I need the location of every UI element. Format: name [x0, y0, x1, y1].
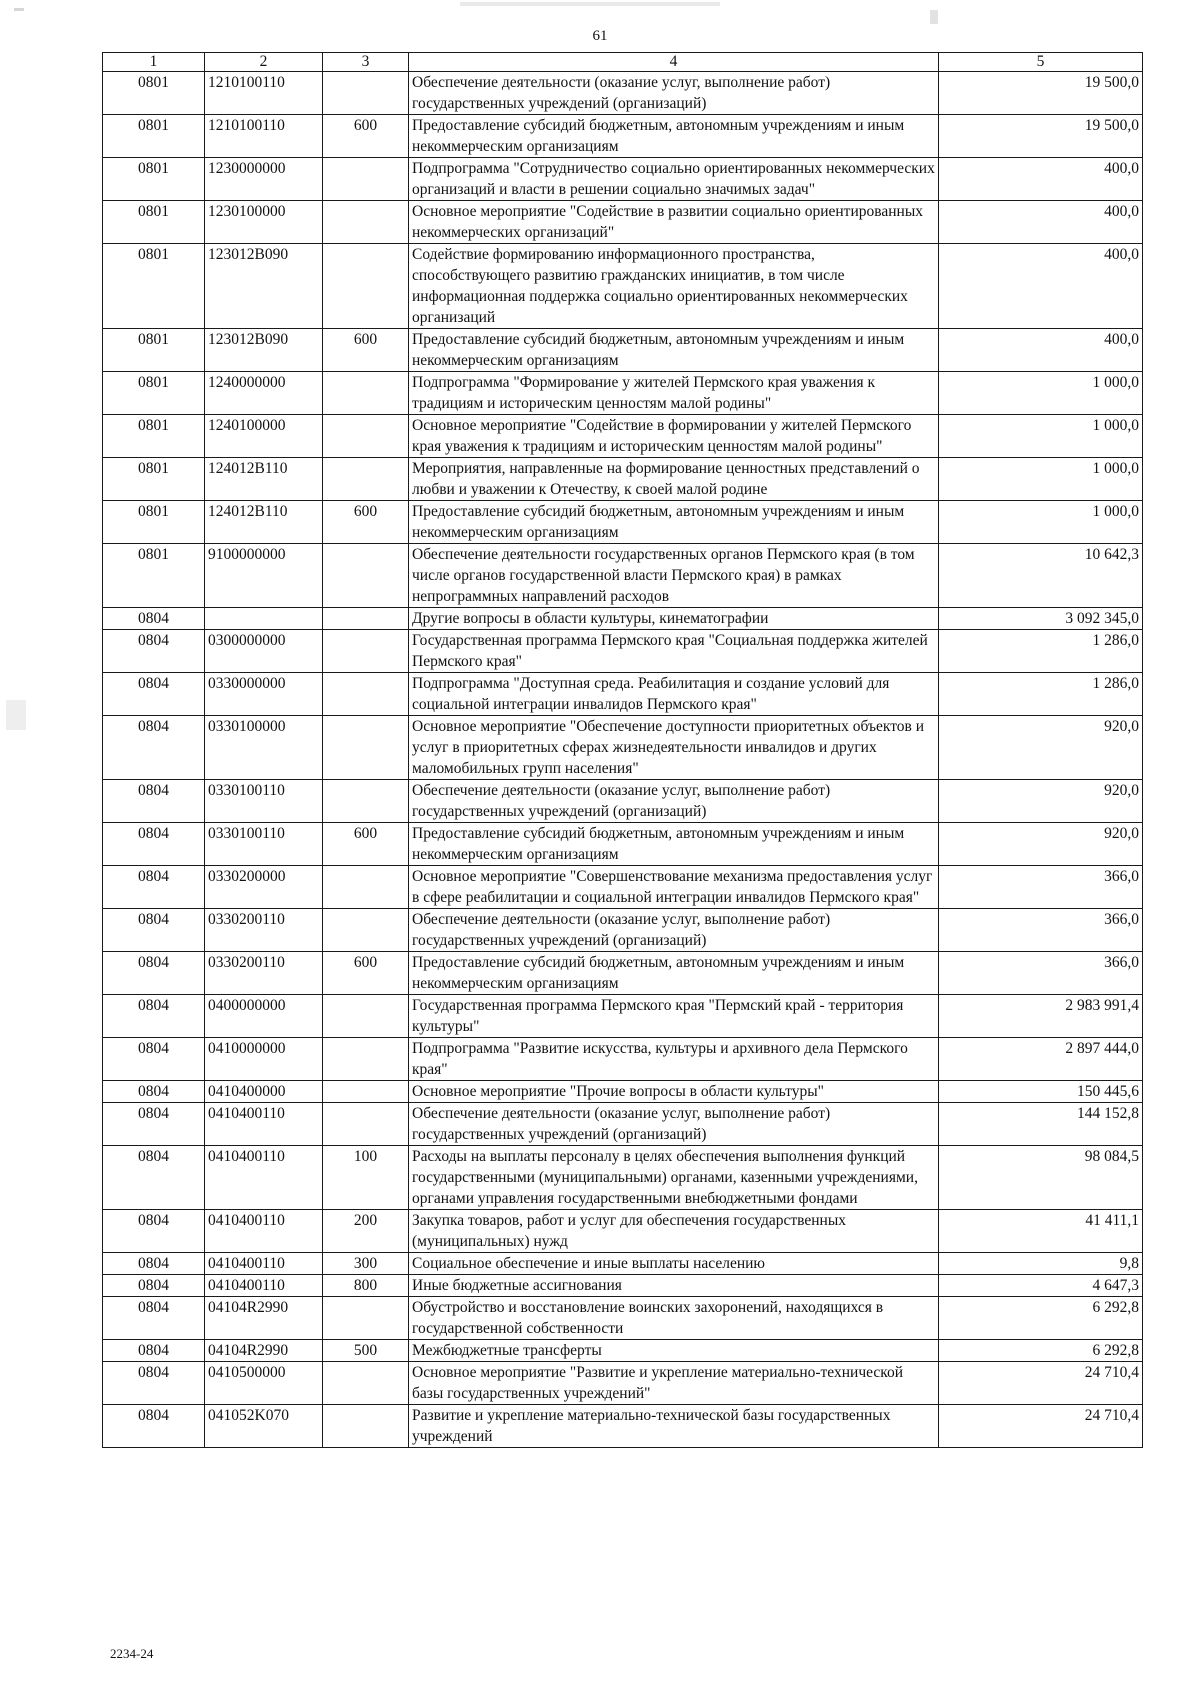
table-row: [103, 823, 1143, 866]
section-code-cell: 0804: [103, 1038, 205, 1081]
section-code-cell: 0801: [103, 72, 205, 115]
scan-speck: [930, 10, 938, 24]
expense-type-code-cell: [323, 201, 409, 244]
item-name-cell: Обеспечение деятельности (оказание услуг, выполнение работ) государственных учреждений (организаций): [409, 1103, 939, 1146]
table-row: [103, 780, 1143, 823]
section-code-cell: 0804: [103, 1103, 205, 1146]
section-code-cell: 0804: [103, 630, 205, 673]
section-code-cell: 0804: [103, 909, 205, 952]
item-name-cell: Мероприятия, направленные на формирование ценностных представлений о любви и уважении к Отечеству, к своей малой родине: [409, 458, 939, 501]
expense-type-code-cell: [323, 1038, 409, 1081]
target-article-code-cell: 1240000000: [205, 372, 323, 415]
target-article-code-cell: 0400000000: [205, 995, 323, 1038]
expense-type-code-cell: [323, 673, 409, 716]
target-article-code-cell: 0410000000: [205, 1038, 323, 1081]
amount-cell: 3 092 345,0: [939, 608, 1143, 630]
amount-cell: 24 710,4: [939, 1405, 1143, 1448]
target-article-code-cell: 1230100000: [205, 201, 323, 244]
item-name-cell: Развитие и укрепление материально-технической базы государственных учреждений: [409, 1405, 939, 1448]
expense-type-code-cell: [323, 458, 409, 501]
target-article-code-cell: 1230000000: [205, 158, 323, 201]
expense-type-code-cell: 100: [323, 1146, 409, 1210]
section-code-cell: 0804: [103, 608, 205, 630]
section-code-cell: 0801: [103, 372, 205, 415]
table-row: [103, 995, 1143, 1038]
expense-type-code-cell: [323, 544, 409, 608]
amount-cell: 6 292,8: [939, 1340, 1143, 1362]
header-row: [103, 53, 1143, 72]
section-code-cell: 0804: [103, 952, 205, 995]
section-code-cell: 0804: [103, 1253, 205, 1275]
expense-type-code-cell: [323, 866, 409, 909]
section-code-cell: 0804: [103, 1340, 205, 1362]
target-article-code-cell: 0330200110: [205, 952, 323, 995]
table-row: [103, 1362, 1143, 1405]
amount-cell: 1 286,0: [939, 673, 1143, 716]
section-code-cell: 0804: [103, 1362, 205, 1405]
item-name-cell: Обеспечение деятельности (оказание услуг, выполнение работ) государственных учреждений (организаций): [409, 780, 939, 823]
target-article-code-cell: 1210100110: [205, 72, 323, 115]
target-article-code-cell: 04104R2990: [205, 1340, 323, 1362]
amount-cell: 10 642,3: [939, 544, 1143, 608]
item-name-cell: Основное мероприятие "Содействие в развитии социально ориентированных некоммерческих организаций": [409, 201, 939, 244]
section-code-cell: 0804: [103, 823, 205, 866]
section-code-cell: 0804: [103, 780, 205, 823]
table-row: [103, 1275, 1143, 1297]
expense-type-code-cell: [323, 372, 409, 415]
expense-type-code-cell: [323, 1297, 409, 1340]
amount-cell: 920,0: [939, 780, 1143, 823]
item-name-cell: Основное мероприятие "Совершенствование механизма предоставления услуг в сфере реабилитации и социальной интеграции инвалидов Пермского края": [409, 866, 939, 909]
target-article-code-cell: 0330200110: [205, 909, 323, 952]
scan-speck: [6, 700, 26, 730]
section-code-cell: 0804: [103, 1210, 205, 1253]
table-row: [103, 673, 1143, 716]
target-article-code-cell: 0410500000: [205, 1362, 323, 1405]
section-code-cell: 0801: [103, 501, 205, 544]
section-code-cell: 0804: [103, 716, 205, 780]
expense-type-code-cell: 600: [323, 115, 409, 158]
column-header-4: 4: [409, 53, 939, 72]
amount-cell: 24 710,4: [939, 1362, 1143, 1405]
item-name-cell: Подпрограмма "Формирование у жителей Пермского края уважения к традициям и историческим ценностям малой родины": [409, 372, 939, 415]
item-name-cell: Подпрограмма "Сотрудничество социально ориентированных некоммерческих организаций и власти в решении социально значимых задач": [409, 158, 939, 201]
amount-cell: 144 152,8: [939, 1103, 1143, 1146]
amount-cell: 366,0: [939, 866, 1143, 909]
section-code-cell: 0801: [103, 329, 205, 372]
amount-cell: 1 286,0: [939, 630, 1143, 673]
amount-cell: 41 411,1: [939, 1210, 1143, 1253]
amount-cell: 400,0: [939, 158, 1143, 201]
amount-cell: 400,0: [939, 329, 1143, 372]
section-code-cell: 0801: [103, 415, 205, 458]
item-name-cell: Предоставление субсидий бюджетным, автономным учреждениям и иным некоммерческим организациям: [409, 501, 939, 544]
section-code-cell: 0804: [103, 673, 205, 716]
table-row: [103, 115, 1143, 158]
item-name-cell: Предоставление субсидий бюджетным, автономным учреждениям и иным некоммерческим организациям: [409, 115, 939, 158]
section-code-cell: 0804: [103, 1081, 205, 1103]
amount-cell: 19 500,0: [939, 72, 1143, 115]
amount-cell: 920,0: [939, 716, 1143, 780]
item-name-cell: Основное мероприятие "Развитие и укрепление материально-технической базы государственных учреждений": [409, 1362, 939, 1405]
table-row: [103, 158, 1143, 201]
expense-type-code-cell: [323, 780, 409, 823]
item-name-cell: Обустройство и восстановление воинских захоронений, находящихся в государственной собственности: [409, 1297, 939, 1340]
target-article-code-cell: 0330100110: [205, 780, 323, 823]
item-name-cell: Основное мероприятие "Прочие вопросы в области культуры": [409, 1081, 939, 1103]
scan-speck: [460, 2, 720, 6]
amount-cell: 19 500,0: [939, 115, 1143, 158]
table-row: [103, 1103, 1143, 1146]
expense-type-code-cell: [323, 909, 409, 952]
section-code-cell: 0801: [103, 115, 205, 158]
target-article-code-cell: 0410400110: [205, 1103, 323, 1146]
expense-type-code-cell: 300: [323, 1253, 409, 1275]
amount-cell: 1 000,0: [939, 501, 1143, 544]
table-row: [103, 1081, 1143, 1103]
item-name-cell: Основное мероприятие "Содействие в формировании у жителей Пермского края уважения к традициям и историческим ценностям малой родины": [409, 415, 939, 458]
amount-cell: 1 000,0: [939, 415, 1143, 458]
item-name-cell: Основное мероприятие "Обеспечение доступности приоритетных объектов и услуг в приоритетных сферах жизнедеятельности инвалидов и других маломобильных групп населения": [409, 716, 939, 780]
table-row: [103, 1146, 1143, 1210]
expense-type-code-cell: [323, 72, 409, 115]
target-article-code-cell: 123012B090: [205, 329, 323, 372]
expense-type-code-cell: [323, 158, 409, 201]
table-row: [103, 608, 1143, 630]
expense-type-code-cell: [323, 244, 409, 329]
expense-type-code-cell: 600: [323, 823, 409, 866]
expense-type-code-cell: [323, 608, 409, 630]
table-row: [103, 716, 1143, 780]
target-article-code-cell: 0410400000: [205, 1081, 323, 1103]
item-name-cell: Государственная программа Пермского края "Социальная поддержка жителей Пермского края": [409, 630, 939, 673]
expense-type-code-cell: 600: [323, 952, 409, 995]
amount-cell: 1 000,0: [939, 458, 1143, 501]
page-number: 61: [592, 28, 608, 44]
table-row: [103, 72, 1143, 115]
target-article-code-cell: 0410400110: [205, 1146, 323, 1210]
amount-cell: 2 897 444,0: [939, 1038, 1143, 1081]
section-code-cell: 0804: [103, 1275, 205, 1297]
amount-cell: 920,0: [939, 823, 1143, 866]
section-code-cell: 0801: [103, 544, 205, 608]
table-row: [103, 1253, 1143, 1275]
amount-cell: 150 445,6: [939, 1081, 1143, 1103]
table-header: [103, 53, 1143, 72]
amount-cell: 400,0: [939, 201, 1143, 244]
target-article-code-cell: 0330000000: [205, 673, 323, 716]
table-row: [103, 244, 1143, 329]
target-article-code-cell: 0330100110: [205, 823, 323, 866]
item-name-cell: Обеспечение деятельности (оказание услуг, выполнение работ) государственных учреждений (организаций): [409, 909, 939, 952]
table-row: [103, 372, 1143, 415]
scan-speck: [14, 8, 24, 11]
section-code-cell: 0804: [103, 995, 205, 1038]
target-article-code-cell: 1210100110: [205, 115, 323, 158]
expense-type-code-cell: [323, 995, 409, 1038]
section-code-cell: 0801: [103, 201, 205, 244]
table-row: [103, 458, 1143, 501]
item-name-cell: Подпрограмма "Развитие искусства, культуры и архивного дела Пермского края": [409, 1038, 939, 1081]
amount-cell: 9,8: [939, 1253, 1143, 1275]
table-row: [103, 201, 1143, 244]
expense-type-code-cell: [323, 415, 409, 458]
table-row: [103, 1210, 1143, 1253]
table-row: [103, 630, 1143, 673]
table-row: [103, 866, 1143, 909]
amount-cell: 4 647,3: [939, 1275, 1143, 1297]
table-row: [103, 1340, 1143, 1362]
expense-type-code-cell: [323, 1405, 409, 1448]
amount-cell: 366,0: [939, 952, 1143, 995]
item-name-cell: Другие вопросы в области культуры, кинематографии: [409, 608, 939, 630]
target-article-code-cell: 123012B090: [205, 244, 323, 329]
section-code-cell: 0801: [103, 458, 205, 501]
target-article-code-cell: 0300000000: [205, 630, 323, 673]
item-name-cell: Обеспечение деятельности государственных органов Пермского края (в том числе органов государственной власти Пермского края) в рамках непрограммных направлений расходов: [409, 544, 939, 608]
column-header-5: 5: [939, 53, 1143, 72]
target-article-code-cell: 1240100000: [205, 415, 323, 458]
item-name-cell: Содействие формированию информационного пространства, способствующего развитию гражданских инициатив, в том числе информационная поддержка социально ориентированных некоммерческих организаций: [409, 244, 939, 329]
item-name-cell: Социальное обеспечение и иные выплаты населению: [409, 1253, 939, 1275]
target-article-code-cell: 04104R2990: [205, 1297, 323, 1340]
target-article-code-cell: 124012B110: [205, 501, 323, 544]
item-name-cell: Предоставление субсидий бюджетным, автономным учреждениям и иным некоммерческим организациям: [409, 952, 939, 995]
target-article-code-cell: 0410400110: [205, 1253, 323, 1275]
column-header-3: 3: [323, 53, 409, 72]
amount-cell: 6 292,8: [939, 1297, 1143, 1340]
item-name-cell: Закупка товаров, работ и услуг для обеспечения государственных (муниципальных) нужд: [409, 1210, 939, 1253]
budget-table: [102, 52, 1143, 1448]
target-article-code-cell: [205, 608, 323, 630]
table-row: [103, 415, 1143, 458]
target-article-code-cell: 0410400110: [205, 1275, 323, 1297]
column-header-2: 2: [205, 53, 323, 72]
expense-type-code-cell: 600: [323, 501, 409, 544]
expense-type-code-cell: [323, 1081, 409, 1103]
section-code-cell: 0804: [103, 1297, 205, 1340]
table-row: [103, 544, 1143, 608]
table-row: [103, 1038, 1143, 1081]
target-article-code-cell: 0330100000: [205, 716, 323, 780]
table-row: [103, 329, 1143, 372]
amount-cell: 366,0: [939, 909, 1143, 952]
table-row: [103, 501, 1143, 544]
item-name-cell: Предоставление субсидий бюджетным, автономным учреждениям и иным некоммерческим организациям: [409, 329, 939, 372]
table-row: [103, 952, 1143, 995]
item-name-cell: Подпрограмма "Доступная среда. Реабилитация и создание условий для социальной интеграции инвалидов Пермского края": [409, 673, 939, 716]
amount-cell: 2 983 991,4: [939, 995, 1143, 1038]
footer-code: 2234-24: [110, 1646, 154, 1661]
target-article-code-cell: 0330200000: [205, 866, 323, 909]
expense-type-code-cell: 200: [323, 1210, 409, 1253]
expense-type-code-cell: [323, 1362, 409, 1405]
section-code-cell: 0804: [103, 1146, 205, 1210]
expense-type-code-cell: [323, 716, 409, 780]
table-row: [103, 1297, 1143, 1340]
target-article-code-cell: 124012B110: [205, 458, 323, 501]
expense-type-code-cell: [323, 1103, 409, 1146]
expense-type-code-cell: 800: [323, 1275, 409, 1297]
target-article-code-cell: 0410400110: [205, 1210, 323, 1253]
expense-type-code-cell: 500: [323, 1340, 409, 1362]
target-article-code-cell: 9100000000: [205, 544, 323, 608]
table-row: [103, 1405, 1143, 1448]
table-body: [103, 72, 1143, 1448]
section-code-cell: 0804: [103, 1405, 205, 1448]
item-name-cell: Обеспечение деятельности (оказание услуг, выполнение работ) государственных учреждений (организаций): [409, 72, 939, 115]
expense-type-code-cell: [323, 630, 409, 673]
item-name-cell: Предоставление субсидий бюджетным, автономным учреждениям и иным некоммерческим организациям: [409, 823, 939, 866]
target-article-code-cell: 041052K070: [205, 1405, 323, 1448]
section-code-cell: 0804: [103, 866, 205, 909]
section-code-cell: 0801: [103, 158, 205, 201]
amount-cell: 1 000,0: [939, 372, 1143, 415]
table-row: [103, 909, 1143, 952]
amount-cell: 98 084,5: [939, 1146, 1143, 1210]
item-name-cell: Межбюджетные трансферты: [409, 1340, 939, 1362]
item-name-cell: Иные бюджетные ассигнования: [409, 1275, 939, 1297]
item-name-cell: Расходы на выплаты персоналу в целях обеспечения выполнения функций государственными (муниципальными) органами, казенными учреждениями, органами управления государственными внебюджетными фондами: [409, 1146, 939, 1210]
column-header-1: 1: [103, 53, 205, 72]
section-code-cell: 0801: [103, 244, 205, 329]
expense-type-code-cell: 600: [323, 329, 409, 372]
item-name-cell: Государственная программа Пермского края "Пермский край - территория культуры": [409, 995, 939, 1038]
amount-cell: 400,0: [939, 244, 1143, 329]
